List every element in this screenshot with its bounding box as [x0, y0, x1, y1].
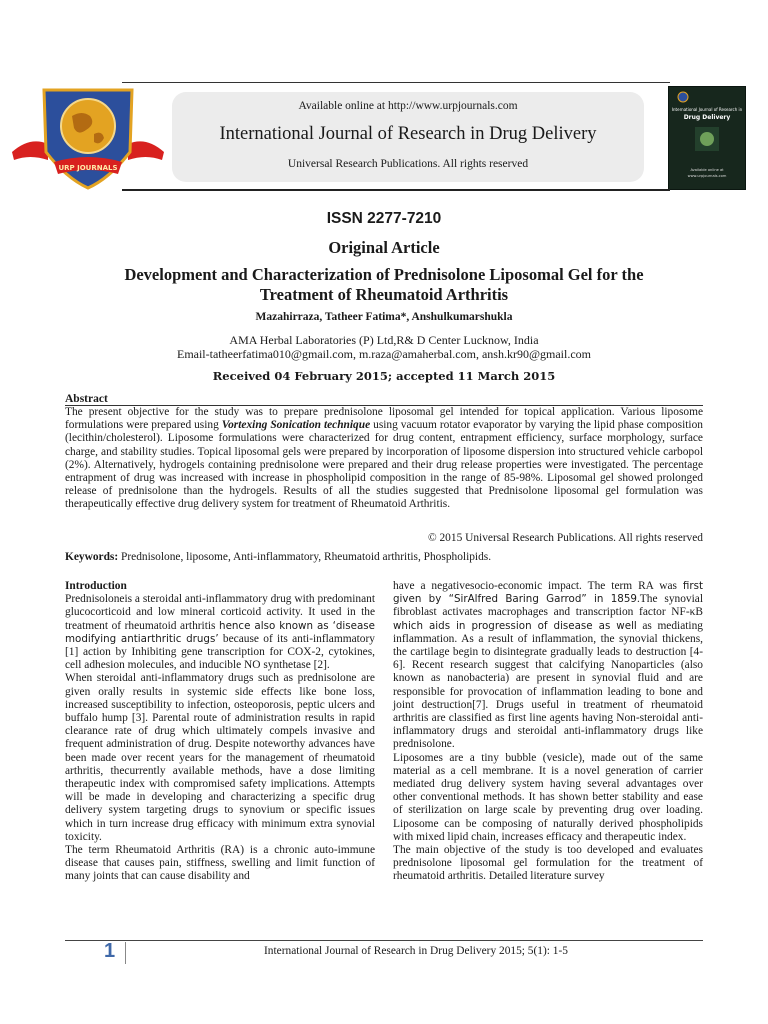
abstract-copyright: © 2015 Universal Research Publications. All rights reserved [427, 532, 703, 544]
svg-text:International Journal of Resea: International Journal of Research in [671, 107, 743, 112]
svg-text:Drug Delivery: Drug Delivery [683, 114, 731, 121]
left-p1-text-a: Prednisoloneis a steroidal anti-inflammatory drug with predominant glucocorticoid and low mineral corticoid activity. It used in the treatment of rheumatoid arthritis [65, 593, 376, 632]
left-paragraph-1 [65, 593, 375, 672]
journal-title: International Journal of Research in Drug Delivery [219, 124, 597, 144]
header-top-rule [122, 82, 670, 83]
article-title-line-2: Treatment of Rheumatoid Arthritis [259, 285, 509, 304]
article-title [60, 265, 708, 305]
right-paragraph-1 [393, 580, 703, 752]
svg-text:URP JOURNALS: URP JOURNALS [58, 164, 118, 172]
left-paragraph-3: The term Rheumatoid Arthritis (RA) is a chronic auto-immune disease that causes pain, stiffness, swelling and limit function of many joints that can cause disability and [65, 844, 375, 883]
urp-journals-logo [10, 86, 166, 190]
introduction-heading: Introduction [65, 580, 127, 592]
received-dates: Received 04 February 2015; accepted 11 March 2015 [212, 369, 556, 383]
page-number: 1 [104, 940, 116, 962]
abstract-heading: Abstract [65, 393, 108, 405]
right-p1-text-c: as mediating inflammation. As a result of inflammation, the synovial thickens, the cartilage begin to disintegrate gradually leads to destruction [4-6]. Recent research suggest that calcifying Nanoparticles (also known as nanobacteria) are present in synovial fluid and are responsible for provocation of inflammation leading to bone and joint destruction[7]. Drugs useful in treatment of rheumatoid arthritis are classified as first line agents having Non-steroidal anti-inflammatory drugs and steroidal anti-inflammatory drugs like prednisolone. [393, 619, 703, 751]
keywords [65, 551, 703, 563]
svg-text:www.urpjournals.com: www.urpjournals.com [687, 174, 727, 178]
svg-text:Available online at: Available online at [690, 168, 724, 172]
right-p1-text-b: .The synovial fibroblast activates macrophages and transcription factor NF-κB [393, 593, 703, 619]
keywords-label: Keywords: [65, 551, 119, 563]
rights-text: Universal Research Publications. All rights reserved [287, 158, 529, 170]
right-p1-handwritten-text: first given by “SirAlfred Baring Garrod” in 1859 [393, 580, 703, 606]
right-paragraph-3: The main objective of the study is too developed and evaluates prednisolone liposomal gel formulation for the treatment of rheumatoid arthritis. Detailed literature survey [393, 844, 703, 883]
authors: Mazahirraza, Tatheer Fatima*, Anshulkumarshukla [255, 311, 513, 323]
body-left-column [65, 580, 375, 884]
keywords-text: Prednisolone, liposome, Anti-inflammatory, Rheumatoid arthritis, Phospholipids. [118, 551, 492, 563]
right-p1-handwritten-text-2: which aids in progression of disease as well [393, 619, 637, 632]
journal-cover-thumbnail [668, 86, 746, 190]
author-emails: Email-tatheerfatima010@gmail.com, m.raza@amaherbal.com, ansh.kr90@gmail.com [176, 347, 591, 361]
issn: ISSN 2277-7210 [326, 210, 442, 227]
left-p1-text-b: because of its anti-inflammatory [1] action by Inhibiting gene transcription for COX-2, cytokines, cell adhesion molecules, and inducible NO synthetase [2]. [65, 632, 375, 672]
abstract-part-1: The present objective for the study was to prepare prednisolone liposomal gel intended for topical application. Various liposome formulations were prepared using [65, 406, 703, 432]
right-p1-text-a: have a negativesocio-economic impact. The term RA was [393, 580, 683, 592]
left-p1-handwritten-text: hence also known as ‘disease modifying antiarthritic drugs’ [65, 619, 375, 645]
footer-rule [65, 940, 703, 941]
abstract-text [65, 406, 703, 512]
abstract-part-2: using vacuum rotator evaporator by varying the lipid phase composition (lecithin/cholesterol). Liposome formulations were characterized for drug content, entrapment efficiency, surface morphology, surface charge, and stability studies. Topical liposomal gels were prepared by incorporation of liposome dispersion into structured vehicle carbopol (2%). Alternatively, hydrogels containing prednisolone were prepared and their drug release properties were investigated. The percentage entrapment of drug was increased with increase in phospholipid composition in the range of 85-98%. Liposomal gel showed prolonged release of prednisolone than the hydrogels. Results of all the studies suggested that Prednisolone liposomal gel formulation was therapeutically effective drug delivery system for treatment of Rheumatoid Arthritis. [65, 419, 703, 511]
right-paragraph-2: Liposomes are a tiny bubble (vesicle), made out of the same material as a cell membrane. It is a novel generation of carrier mediated drug delivery system having several advantages over other conventional methods. It has shown better stability and ease of sterilization on large scale by preventing drug over loading. Liposome can be composing of naturally derived phospholipids with mixed lipid chain, increases efficacy and therapeutic index. [393, 751, 703, 843]
header-bottom-rule [122, 189, 670, 191]
body-right-column [393, 580, 703, 884]
affiliation: AMA Herbal Laboratories (P) Ltd,R& D Center Lucknow, India [229, 333, 539, 347]
left-paragraph-2: When steroidal anti-inflammatory drugs such as prednisolone are given orally results in systemic side effects like bone loss, increased susceptibility to infection, osteoporosis, peptic ulcers and buffalo hump [3]. Parental route of administration results in rapid clearance rate of drug which ultimately compels invasive and frequent administration of drug. Despite noteworthy advances have been made over recent years for the management of rheumatoid arthritis, thecurrently available methods, have a dose limiting therapeutic index with compromised safety implications. Attempts will be made in developing and characterizing a specific drug delivery system targeting drugs to synovium or specific issues which in turn increase drug efficacy with minimum extra synovial toxicity. [65, 672, 375, 843]
article-type: Original Article [328, 238, 440, 257]
article-title-line-1: Development and Characterization of Prednisolone Liposomal Gel for the [124, 265, 644, 284]
footer-citation: International Journal of Research in Drug Delivery 2015; 5(1): 1-5 [264, 945, 568, 957]
abstract-emphasis: Vortexing Sonication technique [221, 419, 371, 432]
page-number-divider [125, 942, 126, 964]
available-online-text: Available online at http://www.urpjournals.com [298, 100, 518, 112]
